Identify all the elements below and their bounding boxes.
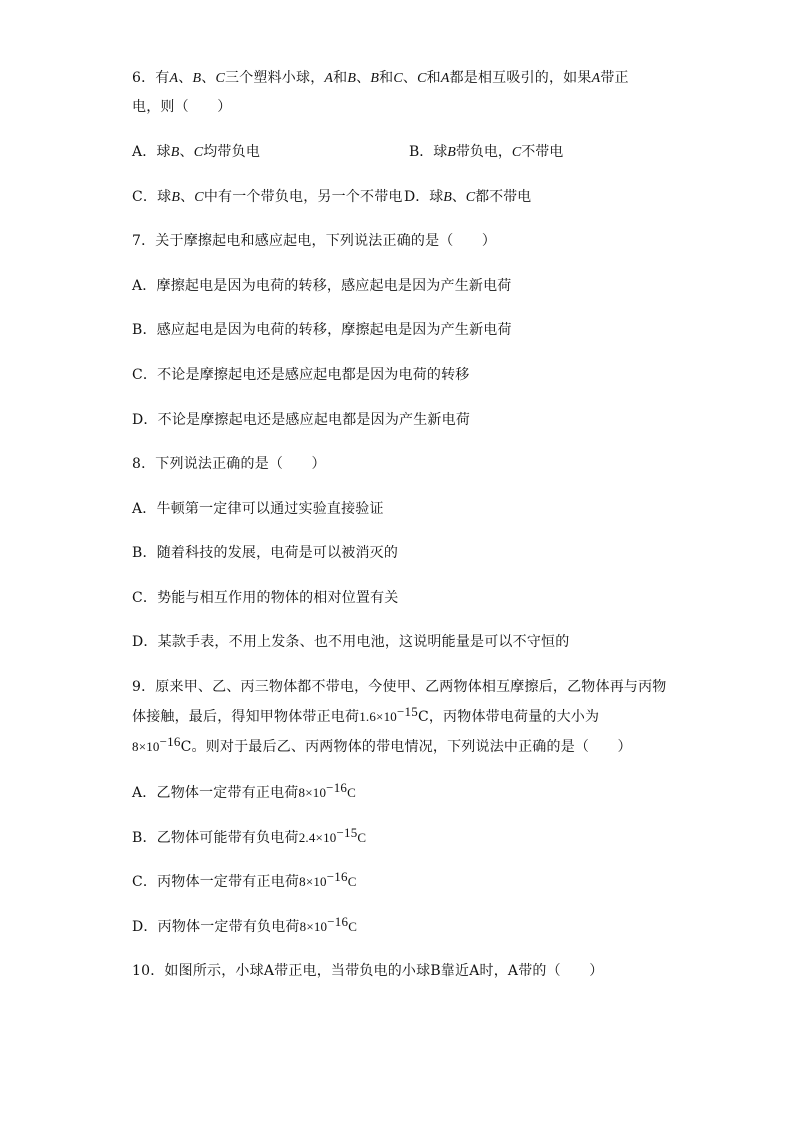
q9-stem-line1: 9．原来甲、乙、丙三物体都不带电，今使甲、乙两物体相互摩擦后，乙物体再与丙物 [132, 679, 667, 695]
q8-option-d: D．某款手表，不用上发条、也不用电池，这说明能量是可以不守恒的 [132, 634, 570, 650]
q7-option-d: D．不论是摩擦起电还是感应起电都是因为产生新电荷 [132, 412, 471, 428]
q8-stem: 8．下列说法正确的是（ ） [132, 456, 326, 472]
q9-option-a: A．乙物体一定带有正电荷$8\times 10^{-16}C$ [132, 780, 356, 801]
q6-option-b: B．球B带负电，C不带电 [409, 144, 564, 160]
q7-option-a: A．摩擦起电是因为电荷的转移，感应起电是因为产生新电荷 [132, 278, 512, 294]
q7-option-b: B．感应起电是因为电荷的转移，摩擦起电是因为产生新电荷 [132, 322, 512, 338]
q10-stem: 10．如图所示，小球A带正电，当带负电的小球B靠近A时，A带的（ ） [132, 963, 604, 979]
q8-option-c: C．势能与相互作用的物体的相对位置有关 [132, 590, 399, 606]
q9-option-c: C．丙物体一定带有正电荷$8\times 10^{-16}C$ [132, 869, 357, 890]
q6-option-c: C．球B、C中有一个带负电，另一个不带电 [132, 189, 403, 205]
q6-stem-line2: 电，则（ ） [132, 99, 232, 115]
q8-option-b: B．随着科技的发展，电荷是可以被消灭的 [132, 545, 399, 561]
q9-stem-line3: $8\times 10^{-16}C$。则对于最后乙、丙两物体的带电情况，下列说法中正确的是（ ） [132, 734, 632, 755]
q6-stem-line1: 6．有A、B、C三个塑料小球，A和B、B和C、C和A都是相互吸引的，如果A带正 [132, 70, 629, 86]
q9-option-d: D．丙物体一定带有负电荷$8\times 10^{-16}C$ [132, 914, 358, 935]
q6-option-d: D．球B、C都不带电 [404, 189, 532, 205]
q7-stem: 7．关于摩擦起电和感应起电，下列说法正确的是（ ） [132, 233, 497, 249]
q9-stem-line2: 体接触，最后，得知甲物体带正电荷$1.6\times 10^{-15}C$，丙物体带电荷量的大小为 [132, 704, 600, 725]
q6-option-a: A．球B、C均带负电 [132, 144, 261, 160]
q7-option-c: C．不论是摩擦起电还是感应起电都是因为电荷的转移 [132, 367, 470, 383]
q9-option-b: B．乙物体可能带有负电荷$2.4\times 10^{-15}C$ [132, 825, 367, 846]
q8-option-a: A．牛顿第一定律可以通过实验直接验证 [132, 501, 384, 517]
